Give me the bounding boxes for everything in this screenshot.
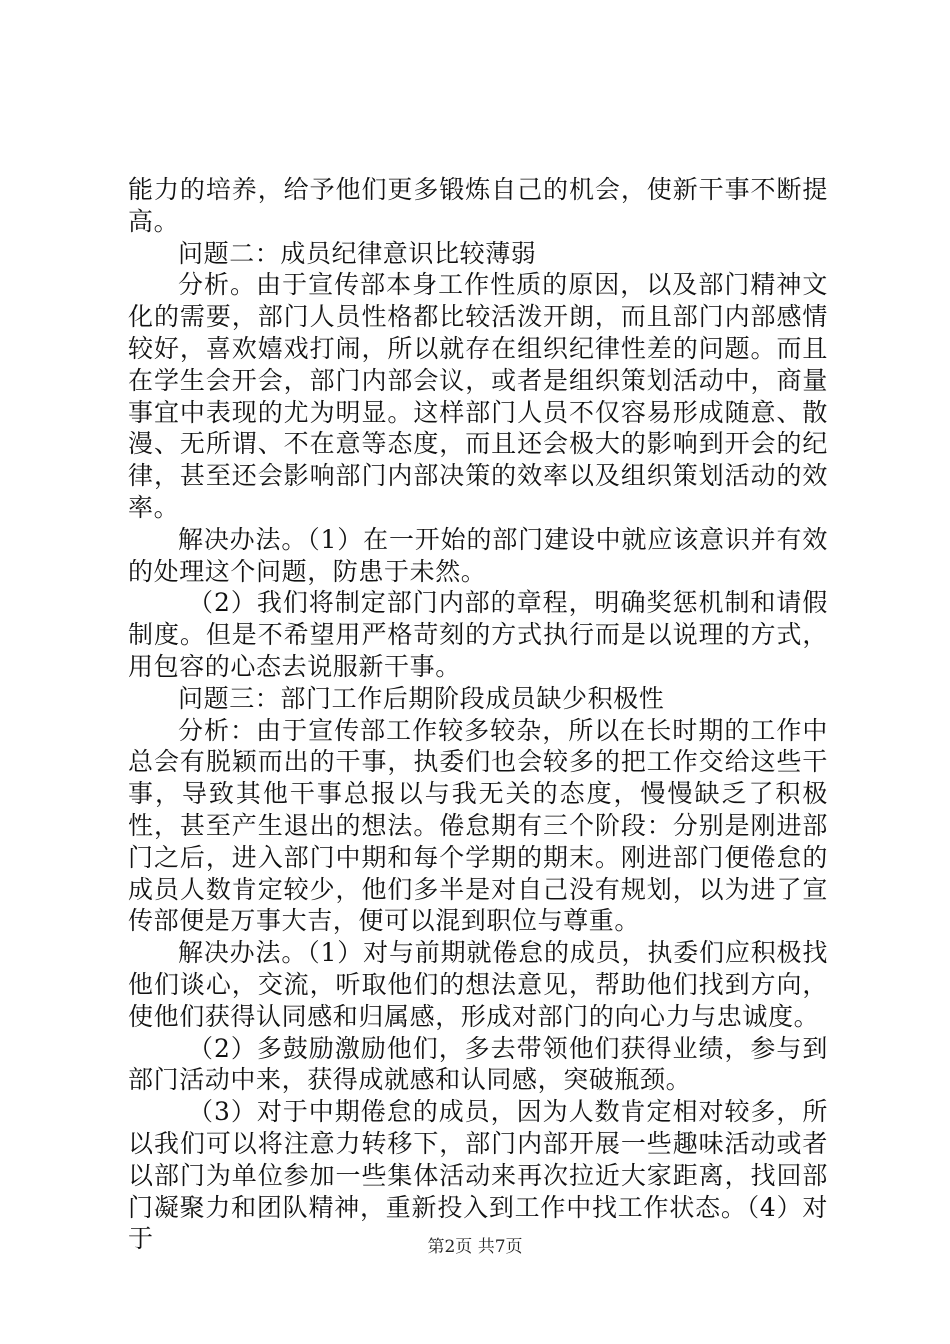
paragraph: （2）我们将制定部门内部的章程，明确奖惩机制和请假制度。但是不希望用严格苛刻的方式执行而是以说理的方式，用包容的心态去说服新干事。: [128, 588, 828, 681]
paragraph: 解决办法。（1）对与前期就倦怠的成员，执委们应积极找他们谈心，交流，听取他们的想法意见，帮助他们找到方向，使他们获得认同感和归属感，形成对部门的向心力与忠诚度。: [128, 938, 828, 1031]
paragraph: 能力的培养，给予他们更多锻炼自己的机会，使新干事不断提高。: [128, 175, 828, 236]
document-body: [128, 174, 828, 1255]
paragraph: 分析：由于宣传部工作较多较杂，所以在长时期的工作中总会有脱颖而出的干事，执委们也会较多的把工作交给这些干事，导致其他干事总报以与我无关的态度，慢慢缺乏了积极性，甚至产生退出的想法。倦怠期有三个阶段：分别是刚进部门之后，进入部门中期和每个学期的期末。刚进部门便倦怠的成员人数肯定较少，他们多半是对自己没有规划，以为进了宣传部便是万事大吉，便可以混到职位与尊重。: [128, 715, 828, 936]
paragraph: （2）多鼓励激励他们，多去带领他们获得业绩，参与到部门活动中来，获得成就感和认同感，突破瓶颈。: [128, 1033, 828, 1095]
paragraph: （3）对于中期倦怠的成员，因为人数肯定相对较多，所以我们可以将注意力转移下，部门内部开展一些趣味活动或者以部门为单位参加一些集体活动来再次拉近大家距离，找回部门凝聚力和团队精神，重新投入到工作中找工作状态。（4）对于: [128, 1097, 828, 1254]
paragraph: 解决办法。（1）在一开始的部门建设中就应该意识并有效的处理这个问题，防患于未然。: [128, 524, 828, 586]
page-number-footer: 第2页 共7页: [427, 1237, 523, 1257]
section-heading: 问题二：成员纪律意识比较薄弱: [178, 238, 537, 268]
paragraph: 分析。由于宣传部本身工作性质的原因，以及部门精神文化的需要，部门人员性格都比较活泼开朗，而且部门内部感情较好，喜欢嬉戏打闹，所以就存在组织纪律性差的问题。而且在学生会开会，部门内部会议，或者是组织策划活动中，商量事宜中表现的尤为明显。这样部门人员不仅容易形成随意、散漫、无所谓、不在意等态度，而且还会极大的影响到开会的纪律，甚至还会影响部门内部决策的效率以及组织策划活动的效率。: [128, 270, 828, 522]
section-heading: 问题三：部门工作后期阶段成员缺少积极性: [178, 683, 665, 713]
